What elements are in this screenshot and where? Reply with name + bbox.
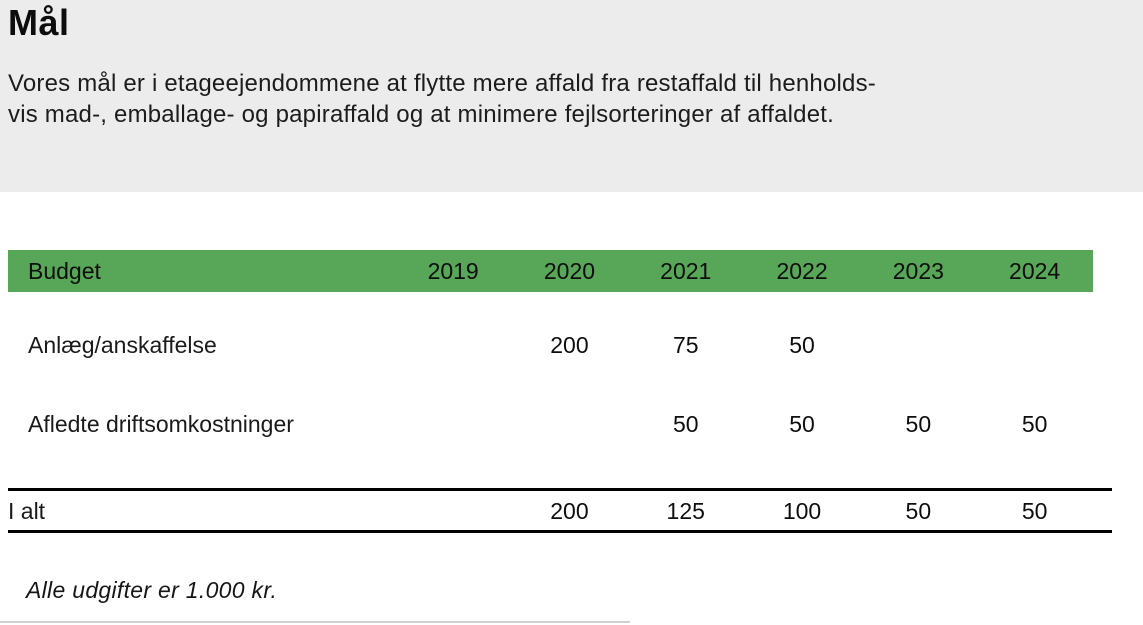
- header-cell-year-2020: 2020: [543, 257, 596, 284]
- cell-value: 50: [1021, 410, 1048, 437]
- row-label: Afledte driftsomkostninger: [28, 410, 294, 437]
- intro-line-2: vis mad-, emballage- og papiraffald og at minimere fejlsorteringer af affaldet.: [8, 101, 834, 128]
- header-cell-budget: Budget: [28, 257, 101, 284]
- cell-value: 50: [905, 410, 932, 437]
- table-row-anlaeg: [8, 327, 1093, 363]
- cell-value: 100: [782, 497, 822, 524]
- row-label: I alt: [8, 497, 46, 524]
- budget-table-header: [8, 250, 1093, 292]
- cell-value: 200: [550, 497, 589, 524]
- total-rule-bottom: [8, 530, 1112, 533]
- table-row-afledte: [8, 406, 1093, 442]
- page-title: Mål: [8, 2, 70, 43]
- footnote: Alle udgifter er 1.000 kr.: [26, 577, 278, 603]
- total-rule-top: [8, 488, 1112, 491]
- cell-value: 50: [1021, 497, 1048, 524]
- cell-value: 50: [905, 497, 932, 524]
- bottom-divider: [0, 621, 630, 623]
- header-cell-year-2022: 2022: [776, 257, 828, 284]
- header-cell-year-2023: 2023: [892, 257, 944, 284]
- cell-value: 50: [789, 331, 815, 358]
- cell-value: 125: [666, 497, 705, 524]
- cell-value: 50: [672, 410, 699, 437]
- header-cell-year-2021: 2021: [660, 257, 712, 284]
- header-cell-year-2019: 2019: [427, 257, 479, 284]
- header-cell-year-2024: 2024: [1009, 257, 1061, 284]
- intro-band: [0, 0, 1143, 192]
- table-row-total: [8, 494, 1093, 528]
- cell-value: 200: [550, 331, 589, 358]
- cell-value: 75: [672, 331, 699, 358]
- row-label: Anlæg/anskaffelse: [28, 331, 217, 358]
- cell-value: 50: [789, 410, 815, 437]
- intro-paragraph: [8, 68, 876, 130]
- intro-line-1: Vores mål er i etageejendommene at flytte mere affald fra restaffald til henholds-: [8, 70, 876, 97]
